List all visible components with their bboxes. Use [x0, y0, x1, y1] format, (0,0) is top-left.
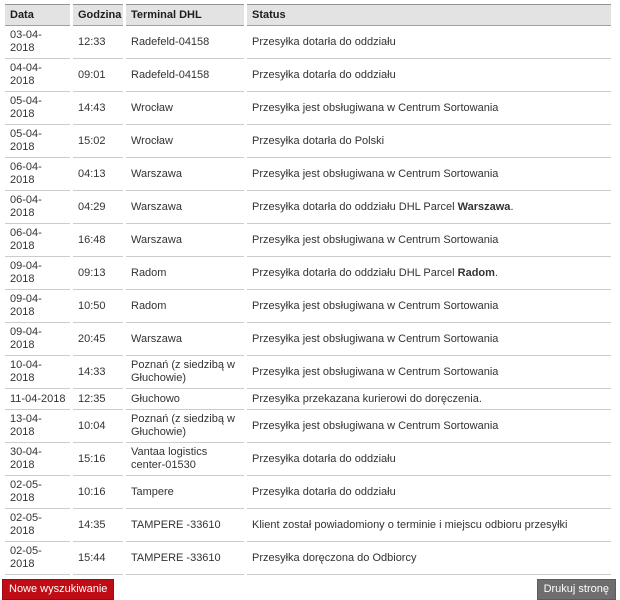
- table-row: [5, 542, 611, 575]
- time-cell: 09:13: [73, 257, 123, 290]
- time-cell: 14:43: [73, 92, 123, 125]
- table-row: [5, 509, 611, 542]
- terminal-cell: TAMPERE -33610: [126, 542, 244, 575]
- time-cell: 04:13: [73, 158, 123, 191]
- column-header-status: Status: [247, 4, 611, 26]
- date-cell: 03-04-2018: [5, 26, 70, 59]
- table-row: [5, 410, 611, 443]
- date-cell: 06-04-2018: [5, 158, 70, 191]
- time-cell: 09:01: [73, 59, 123, 92]
- date-cell: 06-04-2018: [5, 224, 70, 257]
- terminal-cell: Radefeld-04158: [126, 59, 244, 92]
- date-cell: 02-05-2018: [5, 542, 70, 575]
- date-cell: 04-04-2018: [5, 59, 70, 92]
- date-cell: 13-04-2018: [5, 410, 70, 443]
- status-cell: Przesyłka jest obsługiwana w Centrum Sortowania: [247, 158, 611, 191]
- date-cell: 02-05-2018: [5, 509, 70, 542]
- status-cell: Przesyłka jest obsługiwana w Centrum Sortowania: [247, 410, 611, 443]
- terminal-cell: TAMPERE -33610: [126, 509, 244, 542]
- terminal-cell: Radom: [126, 257, 244, 290]
- footer-bar: [2, 579, 616, 600]
- status-cell: Przesyłka dotarła do oddziału: [247, 59, 611, 92]
- table-row: [5, 125, 611, 158]
- time-cell: 04:29: [73, 191, 123, 224]
- status-cell: Przesyłka jest obsługiwana w Centrum Sortowania: [247, 323, 611, 356]
- table-row: [5, 443, 611, 476]
- date-cell: 05-04-2018: [5, 92, 70, 125]
- status-cell: Przesyłka przekazana kurierowi do doręczenia.: [247, 389, 611, 410]
- table-row: [5, 257, 611, 290]
- date-cell: 11-04-2018: [5, 389, 70, 410]
- table-row: [5, 59, 611, 92]
- table-row: [5, 356, 611, 389]
- time-cell: 12:33: [73, 26, 123, 59]
- tracking-table-body: [5, 26, 611, 575]
- table-row: [5, 389, 611, 410]
- column-header-time: Godzina: [73, 4, 123, 26]
- status-cell: Przesyłka dotarła do oddziału DHL Parcel Warszawa.: [247, 191, 611, 224]
- status-bold-text: Warszawa: [457, 200, 511, 213]
- status-cell: Przesyłka dotarła do Polski: [247, 125, 611, 158]
- time-cell: 10:50: [73, 290, 123, 323]
- time-cell: 12:35: [73, 389, 123, 410]
- column-header-date: Data: [5, 4, 70, 26]
- status-cell: Przesyłka dotarła do oddziału: [247, 443, 611, 476]
- terminal-cell: Wrocław: [126, 125, 244, 158]
- terminal-cell: Radefeld-04158: [126, 26, 244, 59]
- status-cell: Przesyłka dotarła do oddziału: [247, 26, 611, 59]
- new-search-button[interactable]: Nowe wyszukiwanie: [2, 579, 114, 600]
- terminal-cell: Głuchowo: [126, 389, 244, 410]
- table-row: [5, 26, 611, 59]
- status-cell: Przesyłka dotarła do oddziału DHL Parcel Radom.: [247, 257, 611, 290]
- status-cell: Przesyłka jest obsługiwana w Centrum Sortowania: [247, 356, 611, 389]
- print-page-button[interactable]: Drukuj stronę: [537, 579, 616, 600]
- tracking-table-header: [5, 4, 611, 26]
- table-row: [5, 224, 611, 257]
- terminal-cell: Wrocław: [126, 92, 244, 125]
- date-cell: 09-04-2018: [5, 323, 70, 356]
- time-cell: 14:33: [73, 356, 123, 389]
- status-cell: Przesyłka doręczona do Odbiorcy: [247, 542, 611, 575]
- status-cell: Przesyłka jest obsługiwana w Centrum Sortowania: [247, 290, 611, 323]
- table-row: [5, 158, 611, 191]
- time-cell: 14:35: [73, 509, 123, 542]
- time-cell: 10:04: [73, 410, 123, 443]
- time-cell: 15:44: [73, 542, 123, 575]
- table-row: [5, 290, 611, 323]
- terminal-cell: Radom: [126, 290, 244, 323]
- header-row: [5, 4, 611, 26]
- time-cell: 16:48: [73, 224, 123, 257]
- terminal-cell: Warszawa: [126, 191, 244, 224]
- date-cell: 06-04-2018: [5, 191, 70, 224]
- terminal-cell: Warszawa: [126, 224, 244, 257]
- time-cell: 15:02: [73, 125, 123, 158]
- date-cell: 05-04-2018: [5, 125, 70, 158]
- table-row: [5, 323, 611, 356]
- date-cell: 02-05-2018: [5, 476, 70, 509]
- date-cell: 30-04-2018: [5, 443, 70, 476]
- table-row: [5, 191, 611, 224]
- date-cell: 09-04-2018: [5, 290, 70, 323]
- terminal-cell: Warszawa: [126, 158, 244, 191]
- status-cell: Przesyłka jest obsługiwana w Centrum Sortowania: [247, 224, 611, 257]
- table-row: [5, 92, 611, 125]
- time-cell: 20:45: [73, 323, 123, 356]
- terminal-cell: Poznań (z siedzibą w Głuchowie): [126, 356, 244, 389]
- terminal-cell: Poznań (z siedzibą w Głuchowie): [126, 410, 244, 443]
- table-row: [5, 476, 611, 509]
- terminal-cell: Vantaa logistics center-01530: [126, 443, 244, 476]
- status-cell: Przesyłka jest obsługiwana w Centrum Sortowania: [247, 92, 611, 125]
- terminal-cell: Tampere: [126, 476, 244, 509]
- date-cell: 10-04-2018: [5, 356, 70, 389]
- date-cell: 09-04-2018: [5, 257, 70, 290]
- status-cell: Przesyłka dotarła do oddziału: [247, 476, 611, 509]
- status-bold-text: Radom: [457, 266, 495, 279]
- column-header-terminal: Terminal DHL: [126, 4, 244, 26]
- tracking-table: [2, 4, 614, 575]
- time-cell: 15:16: [73, 443, 123, 476]
- time-cell: 10:16: [73, 476, 123, 509]
- status-cell: Klient został powiadomiony o terminie i miejscu odbioru przesyłki: [247, 509, 611, 542]
- terminal-cell: Warszawa: [126, 323, 244, 356]
